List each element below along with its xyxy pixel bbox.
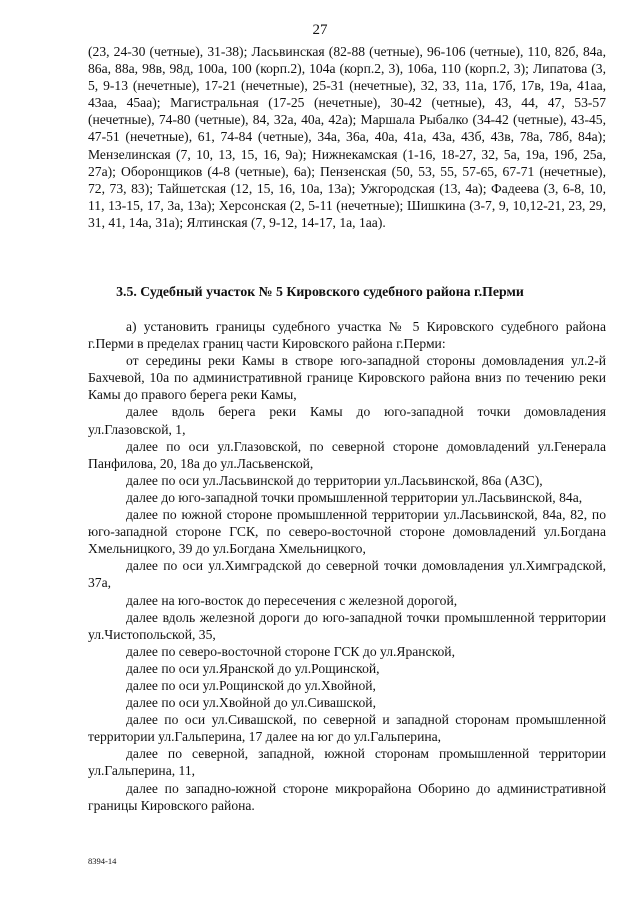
boundary-paragraph: далее по оси ул.Сивашской, по северной и западной сторонам промышленной территории ул.Гальперина, 17 далее на юг до ул.Гальперина, xyxy=(88,712,606,745)
intro-paragraph: (23, 24-30 (четные), 31-38); Ласьвинская (82-88 (четные), 96-106 (четные), 110, 82б, 84а, 86а, 88а, 98в, 98д, 100а, 100 (корп.2), 104а (корп.2, 3), 106а, 110 (корп.2, 3); Липатова (3, 5, 9-13 (нечетные), 17-21 (нечетные), 25-31 (нечетные), 32, 33, 11а, 17б, 17в, 19а, 41аа, 43аа, 45аа); Магистральная (17-25 (нечетные), 30-42 (четные), 43, 44, 47, 53-57 (нечетные), 74-80 (четные), 84, 32а, 40а, 42а); Маршала Рыбалко (34-42 (четные), 43-45, 47-51 (нечетные), 61, 74-84 (четные), 34а, 36а, 40а, 41а, 43а, 43б, 43в, 78а, 78б, 84а); Мензелинская (7, 10, 13, 15, 16, 9а); Нижнекамская (1-16, 18-27, 32, 5а, 19а, 19б, 25а, 27а); Оборонщиков (4-8 (четные), 6а); Пензенская (50, 53, 55, 57-65, 67-71 (нечетные), 72, 73, 83); Тайшетская (12, 15, 16, 10а, 13а); Ужгородская (13, 4а); Фадеева (3, 6-8, 10, 11, 13-15, 17, 3а, 13а); Херсонская (2, 5-11 (нечетные); Шишкина (3-7, 9, 10,12-21, 23, 29, 31, 41, 14а, 31а); Ялтинская (7, 9-12, 14-17, 1а, 1аа). xyxy=(88,44,606,230)
page-number: 27 xyxy=(312,22,328,38)
boundary-paragraph: далее вдоль железной дороги до юго-западной точки промышленной территории ул.Чистопольской, 35, xyxy=(88,609,606,642)
boundary-paragraph: далее по оси ул.Рощинской до ул.Хвойной, xyxy=(126,677,376,693)
boundary-description xyxy=(88,318,606,814)
boundary-paragraph: далее по оси ул.Яранской до ул.Рощинской, xyxy=(126,660,380,676)
boundary-paragraph: далее по оси ул.Ласьвинской до территории ул.Ласьвинской, 86а (АЗС), xyxy=(126,472,543,488)
intro-text-block xyxy=(88,43,606,231)
boundary-paragraph: далее по северной, западной, южной сторонам промышленной территории ул.Гальперина, 11, xyxy=(88,746,606,779)
boundary-paragraph: далее по оси ул.Глазовской, по северной стороне домовладений ул.Генерала Панфилова, 20, 18а до ул.Ласьвенской, xyxy=(88,438,606,471)
boundary-paragraph: далее по западно-южной стороне микрорайона Оборино до административной границы Кировского района. xyxy=(88,780,606,813)
boundary-paragraph: далее до юго-западной точки промышленной территории ул.Ласьвинской, 84а, xyxy=(126,489,583,505)
document-code: 8394-14 xyxy=(88,856,117,866)
boundary-paragraph: далее по южной стороне промышленной территории ул.Ласьвинской, 84а, 82, по юго-западной стороне ГСК, по северо-восточной стороне домовладений ул.Богдана Хмельницкого, 39 до ул.Богдана Хмельницкого, xyxy=(88,507,606,557)
boundary-paragraph: далее по оси ул.Химградской до северной точки домовладения ул.Химградской, 37а, xyxy=(88,558,606,591)
boundary-paragraph: от середины реки Камы в створе юго-западной стороны домовладения ул.2-й Бахчевой, 10а по административной границе Кировского района вниз по течению реки Камы до правого берега реки Камы, xyxy=(88,353,606,403)
boundary-paragraph: далее на юго-восток до пересечения с железной дорогой, xyxy=(126,592,458,608)
boundary-paragraph: далее по северо-восточной стороне ГСК до ул.Яранской, xyxy=(126,643,455,659)
boundary-paragraph: а) установить границы судебного участка № 5 Кировского судебного района г.Перми в пределах границ части Кировского района г.Перми: xyxy=(88,319,606,352)
section-heading: 3.5. Судебный участок № 5 Кировского судебного района г.Перми xyxy=(116,284,524,299)
boundary-paragraph: далее вдоль берега реки Камы до юго-западной точки домовладения ул.Глазовской, 1, xyxy=(88,404,606,437)
boundary-paragraph: далее по оси ул.Хвойной до ул.Сивашской, xyxy=(126,695,376,711)
